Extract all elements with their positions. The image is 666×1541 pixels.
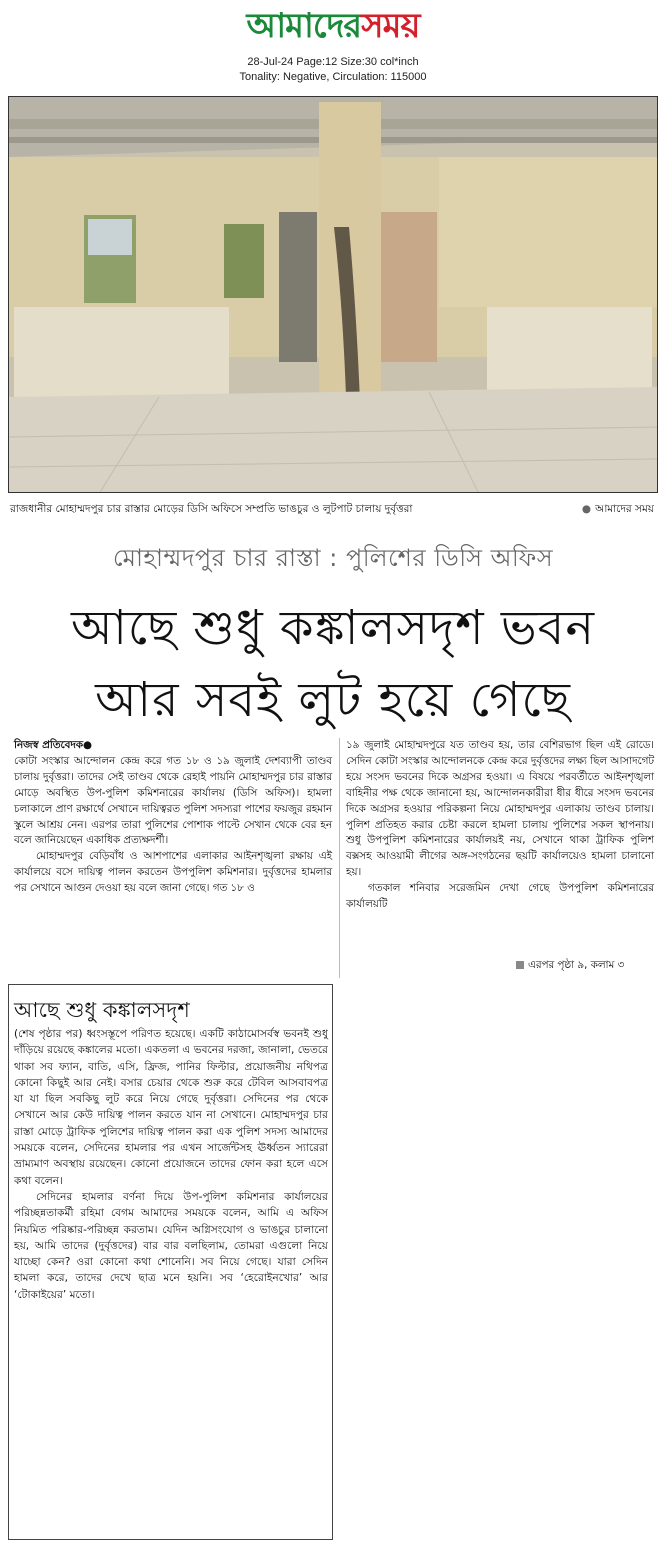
paragraph xyxy=(14,1026,328,1189)
paragraph: মোহাম্মদপুর বেড়িবাঁধ ও আশপাশের এলাকার আইনশৃঙ্খলা রক্ষায় এই কার্যালয়ে বসে দায়িত্ব পালন করতেন উপপুলিশ কমিশনার। দুর্বৃত্তদের হামলার পর সেখানে আগুন দেওয়া হয় বলে জানা গেছে। গত ১৮ ও xyxy=(14,850,332,895)
clip-meta-line2: Tonality: Negative, Circulation: 115000 xyxy=(239,71,427,83)
paragraph: গতকাল শনিবার সরেজমিন দেখা গেছে উপপুলিশ কমিশনারের কার্যালয়টি xyxy=(346,882,654,911)
logo-part-red: সময় xyxy=(361,6,420,46)
continuation-title: আছে শুধু কঙ্কালসদৃশ xyxy=(14,998,190,1022)
caption-text: রাজধানীর মোহাম্মদপুর চার রাস্তার মোড়ের ডিসি অফিসে সম্প্রতি ভাঙচুর ও লুটপাট চালায় দুর্বৃত্তরা xyxy=(10,503,413,515)
news-photo xyxy=(8,96,658,493)
photo-credit xyxy=(582,502,654,519)
byline-text: নিজস্ব প্রতিবেদক xyxy=(14,739,83,751)
continuation-lead: (শেষ পৃষ্ঠার পর) xyxy=(14,1028,83,1040)
article-column-2 xyxy=(346,738,654,913)
logo-part-green: আমাদের xyxy=(246,6,362,46)
continuation-column xyxy=(14,1026,328,1303)
paragraph: সেদিনের হামলার বর্ণনা দিয়ে উপ-পুলিশ কমিশনার কার্যালয়ের পরিচ্ছন্নতাকর্মী রহিমা বেগম আমাদের সময়কে বলেন, আমি এ অফিস নিয়মিত পরিষ্কার-পরিচ্ছন্ন করতাম। যেদিন অগ্নিসংযোগ ও ভাঙচুর চালানো হয়, আমি তাদের (দুর্বৃত্তদের) বার বার বলছিলাম, তোমরা এগুলো নিয়ে যাচ্ছো কেন? ওরা কোনো কথা শোনেনি। সব নিয়ে গেছে। যারা সেদিন হামলা করে, তাদের দেখে ছাত্র মনে হয়নি। সব ‘হেরোইনখোর’ আর ‘টোকাইয়ের’ মতো। xyxy=(14,1190,328,1301)
damaged-office-photo xyxy=(9,97,658,493)
bullet-icon: ● xyxy=(581,503,592,515)
clip-meta-line1: 28-Jul-24 Page:12 Size:30 col*inch xyxy=(247,56,419,68)
credit-text: আমাদের সময় xyxy=(595,503,654,515)
headline-line2: আর সবই লুট হয়ে গেছে xyxy=(95,672,571,728)
column-divider xyxy=(339,738,340,978)
paragraph: ১৯ জুলাই মোহাম্মদপুরে যত তাণ্ডব হয়, তার বেশিরভাগ ছিল এই রোডে। সেদিন কোটা সংস্কার আন্দোলনকে কেন্দ্র করে দুর্বৃত্তদের লক্ষ্য ছিল আসাদগেট হয়ে সংসদ ভবনের দিকে অগ্রসর হওয়া। এ বিষয়ে পরবর্তীতে আইনশৃঙ্খলা বাহিনীর পক্ষ থেকে জানানো হয়, আন্দোলনকারীরা ধীর ধীরে সংসদ ভবনের দিকে অগ্রসর হওয়ার পরিকল্পনা নিয়ে মোহাম্মদপুর এলাকায় তাণ্ডব চালায়। পুলিশ প্রতিহত করার চেষ্টা করলে হামলা চালায় পুলিশের সকল স্থাপনায়। শুধু উপপুলিশ কমিশনারের কার্যালয়ই নয়, সেখানে থাকা ট্রাফিক পুলিশ বক্সসহ আওয়ামী লীগের অঙ্গ-সংগঠনের ছয়টি কার্যালয়েও হামলা চালানো হয়। xyxy=(346,739,654,879)
continuation-p1: ধ্বংসস্তূপে পরিণত হয়েছে। একটি কাঠামোসর্বস্ব ভবনই শুধু দাঁড়িয়ে রয়েছে কঙ্কালের মতো। একতলা এ ভবনের দরজা, জানালা, ভেতরে থাকা সব ফ্যান, বাতি, এসি, ফ্রিজ, পানির ফিল্টার, প্রয়োজনীয় নথিপত্র কোনো কিছুই আর নেই। বসার চেয়ার থেকে শুরু করে টেবিল আসবাবপত্র যা যা ছিল সবকিছু লুট করে নিয়ে গেছে দুর্বৃত্তরা। সেদিনের পর থেকে সেখানে আর কেউ দায়িত্ব পালন করতে যান না সেখানে। মোহাম্মদপুর চার রাস্তা মোড়ে ট্রাফিক পুলিশের দায়িত্ব পালন করা এক পুলিশ সদস্য আমাদের সময়কে বলেন, সেদিনের হামলার পর এখন সার্জেন্টসহ ঊর্ধ্বতন স্যারেরা ভ্রাম্যমাণ অবস্থায় রয়েছেন। কোনো প্রয়োজনে তাদের ফোন করা হলে এসে কথা বলেন। xyxy=(14,1028,328,1187)
photo-caption xyxy=(8,500,658,518)
masthead xyxy=(0,0,666,90)
newspaper-logo xyxy=(0,2,666,50)
paragraph: কোটা সংস্কার আন্দোলন কেন্দ্র করে গত ১৮ ও ১৯ জুলাই দেশব্যাপী তাণ্ডব চালায় দুর্বৃত্তরা। তাদের সেই তাণ্ডব থেকে রেহাই পায়নি মোহাম্মদপুর চার রাস্তার মোড়ে অবস্থিত উপ-পুলিশ কমিশনারের কার্যালয় (ডিসি অফিস)। হামলা চলাকালে প্রাণ রক্ষার্থে সেখানে দায়িত্বরত পুলিশ সদস্যরা পাশের ফয়জুর রহমান স্কুলে আশ্রয় নেন। এরপর তারা পুলিশের পোশাক পাল্টে সেখান থেকে বের হন বলে জানিয়েছেন একাধিক প্রত্যক্ষদর্শী। xyxy=(14,754,332,847)
continued-text: এরপর পৃষ্ঠা ৯, কলাম ৩ xyxy=(528,959,625,971)
headline-line1: আছে শুধু কঙ্কালসদৃশ ভবন xyxy=(70,600,596,656)
square-bullet-icon xyxy=(516,961,524,969)
article-column-1 xyxy=(14,738,332,897)
article-kicker: মোহাম্মদপুর চার রাস্তা : পুলিশের ডিসি অফিস xyxy=(112,544,554,572)
byline-dot-icon: ● xyxy=(83,739,92,751)
byline xyxy=(14,738,332,754)
continued-reference xyxy=(516,958,624,975)
